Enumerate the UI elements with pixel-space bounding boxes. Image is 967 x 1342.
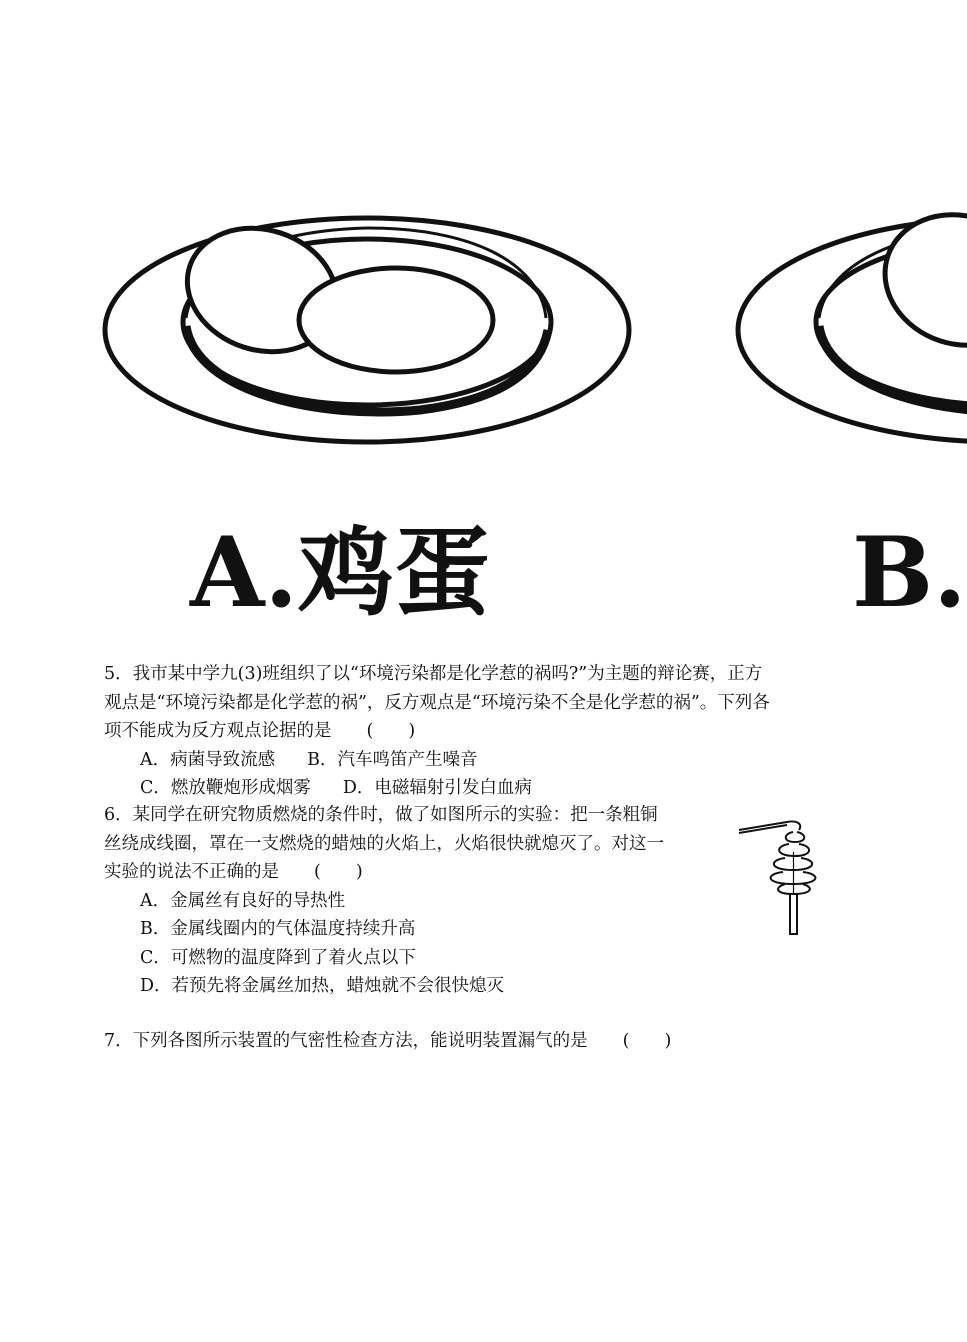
option-c: C．燃放鞭炮形成烟雾 — [140, 778, 311, 798]
option-d: D．电磁辐射引发白血病 — [342, 778, 532, 798]
answer-blank: ( ) — [366, 721, 416, 741]
question-line: 实验的说法不正确的是 ( ) — [104, 858, 864, 887]
option-b: B．汽车鸣笛产生噪音 — [307, 749, 478, 770]
question-line: 观点是“环境污染都是化学惹的祸”，反方观点是“环境污染不全是化学惹的祸”。下列各 — [104, 692, 770, 713]
answer-blank: ( ) — [314, 862, 363, 882]
question-7 — [104, 1027, 864, 1056]
option-row — [104, 774, 864, 803]
question-line: 5．我市某中学九(3)班组织了以“环境污染都是化学惹的祸吗?”为主题的辩论赛，正方 — [104, 664, 763, 684]
question-number: 6． — [104, 805, 133, 825]
question-line: 项不能成为反方观点论据的是 ( ) — [104, 717, 864, 746]
option-b: B．金属线圈内的气体温度持续升高 — [140, 919, 416, 939]
copper-coil-candle-icon — [735, 812, 815, 946]
caption-a: A.鸡蛋 — [190, 516, 490, 629]
question-line: 丝绕成线圈，罩在一支燃烧的蜡烛的火焰上，火焰很快就熄灭了。对这一 — [104, 833, 664, 854]
option-a: A．病菌导致流感 — [140, 749, 276, 770]
option-a: A．金属丝有良好的导热性 — [140, 890, 346, 911]
option-c: C．可燃物的温度降到了着火点以下 — [140, 947, 416, 968]
answer-blank: ( ) — [622, 1031, 672, 1051]
question-line: 7．下列各图所示装置的气密性检查方法，能说明装置漏气的是 ( ) — [104, 1027, 864, 1056]
question-number: 5． — [104, 664, 133, 684]
option-row — [104, 746, 864, 775]
question-5 — [104, 660, 864, 803]
option-d: D．若预先将金属丝加热，蜡烛就不会很快熄灭 — [140, 976, 505, 996]
plate-figure — [0, 0, 967, 640]
caption-b: B. — [852, 516, 967, 629]
question-number: 7． — [104, 1031, 133, 1051]
question-line: 6．某同学在研究物质燃烧的条件时，做了如图所示的实验：把一条粗铜 — [104, 805, 658, 825]
